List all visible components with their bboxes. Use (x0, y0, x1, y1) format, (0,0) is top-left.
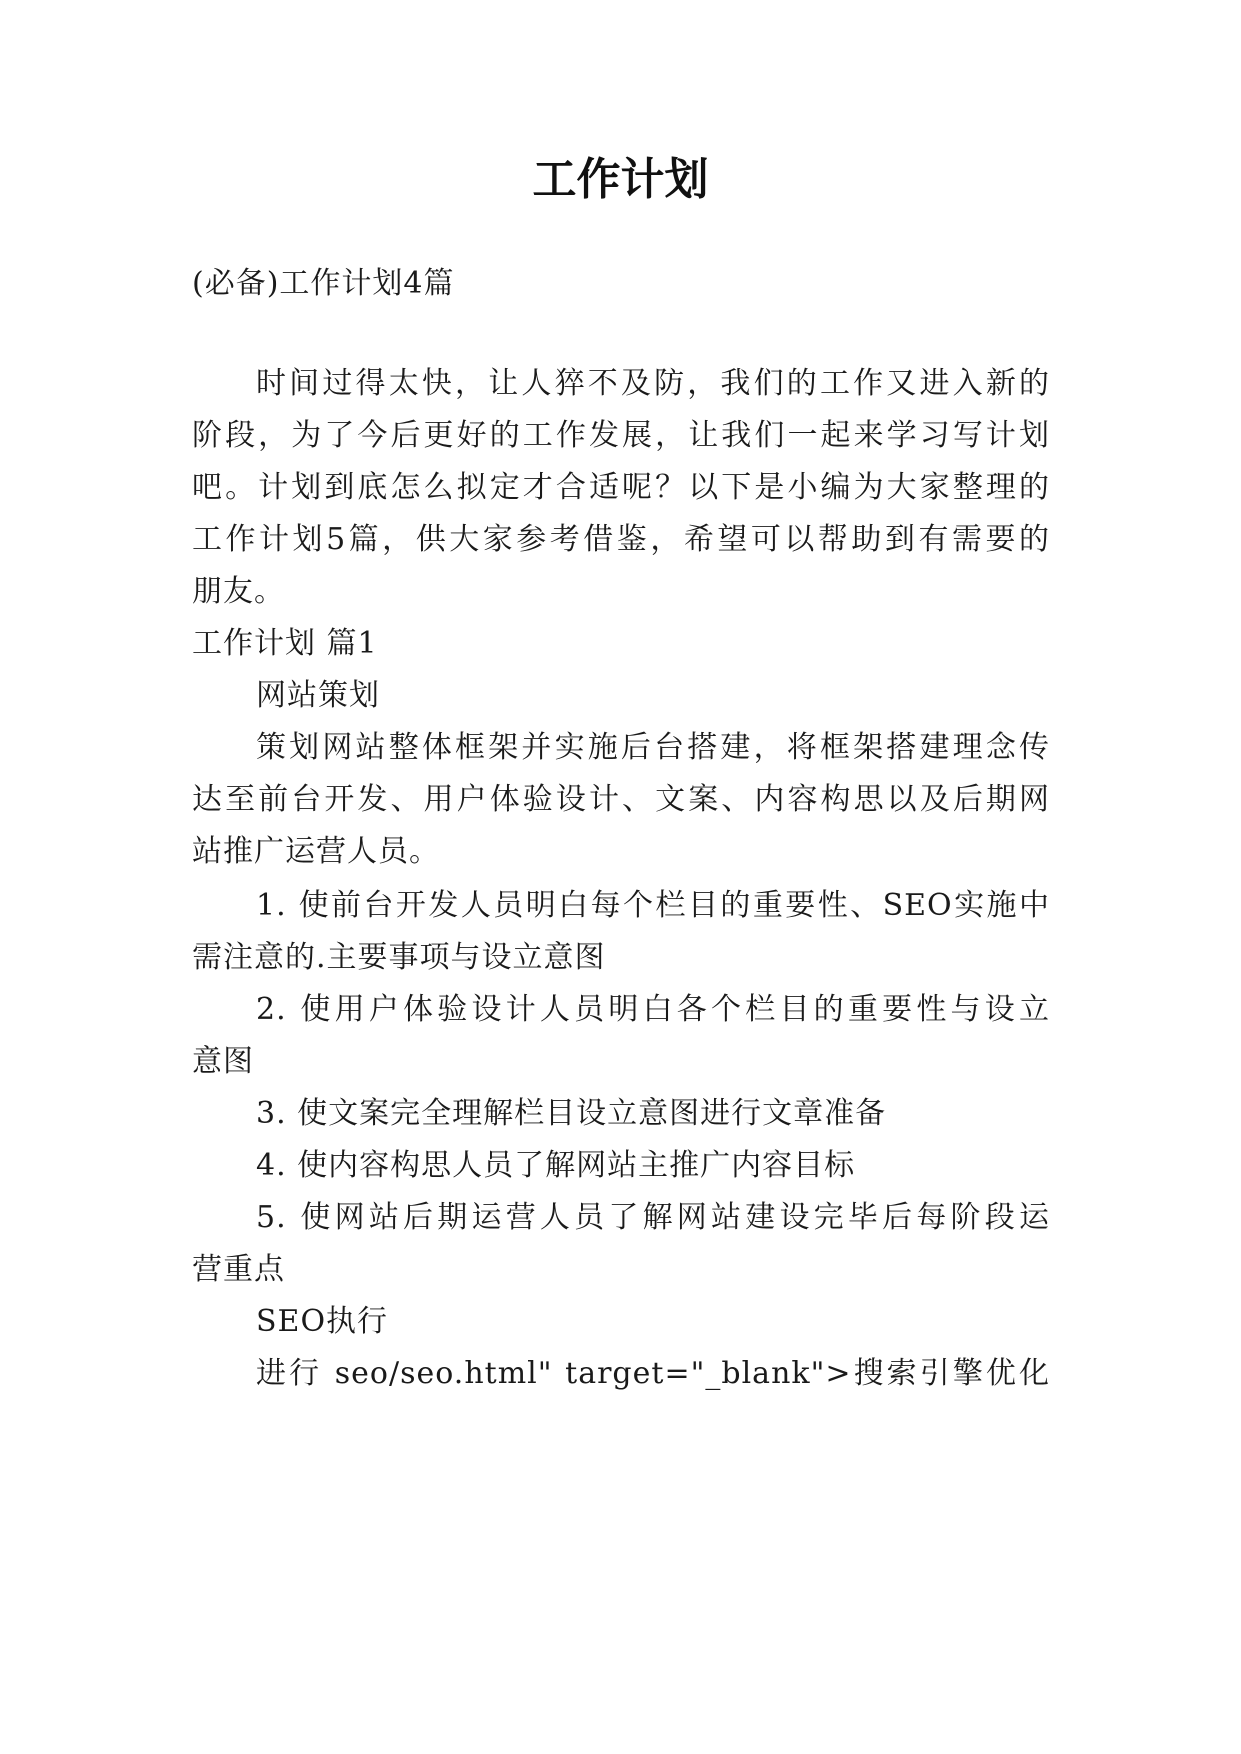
list-item-1-line-1: 1. 使前台开发人员明白每个栏目的重要性、SEO实施中 (256, 888, 1050, 923)
list-item-5-line-2: 营重点 (192, 1252, 285, 1287)
planning-line-3: 站推广运营人员。 (192, 834, 440, 869)
list-item-1-line-2: 需注意的.主要事项与设立意图 (192, 940, 606, 975)
document-subtitle: (必备)工作计划4篇 (192, 266, 455, 301)
planning-line-1: 策划网站整体框架并实施后台搭建，将框架搭建理念传 (256, 730, 1050, 765)
intro-line-4: 工作计划5篇，供大家参考借鉴，希望可以帮助到有需要的 (192, 522, 1050, 557)
site-planning-heading: 网站策划 (256, 678, 380, 713)
list-item-4: 4. 使内容构思人员了解网站主推广内容目标 (256, 1148, 856, 1183)
seo-heading: SEO执行 (256, 1304, 389, 1339)
section-heading: 工作计划 篇1 (192, 626, 378, 661)
intro-line-1: 时间过得太快，让人猝不及防，我们的工作又进入新的 (256, 366, 1050, 401)
intro-line-5: 朋友。 (192, 574, 285, 609)
list-item-2-line-2: 意图 (192, 1044, 254, 1079)
planning-line-2: 达至前台开发、用户体验设计、文案、内容构思以及后期网 (192, 782, 1050, 817)
list-item-5-line-1: 5. 使网站后期运营人员了解网站建设完毕后每阶段运 (256, 1200, 1050, 1235)
seo-line: 进行 seo/seo.html" target="_blank">搜索引擎优化 (256, 1356, 1050, 1391)
intro-line-3: 吧。计划到底怎么拟定才合适呢？以下是小编为大家整理的 (192, 470, 1050, 505)
page-title: 工作计划 (532, 154, 709, 205)
intro-line-2: 阶段，为了今后更好的工作发展，让我们一起来学习写计划 (192, 418, 1050, 453)
list-item-2-line-1: 2. 使用户体验设计人员明白各个栏目的重要性与设立 (256, 992, 1050, 1027)
list-item-3: 3. 使文案完全理解栏目设立意图进行文章准备 (256, 1096, 887, 1131)
